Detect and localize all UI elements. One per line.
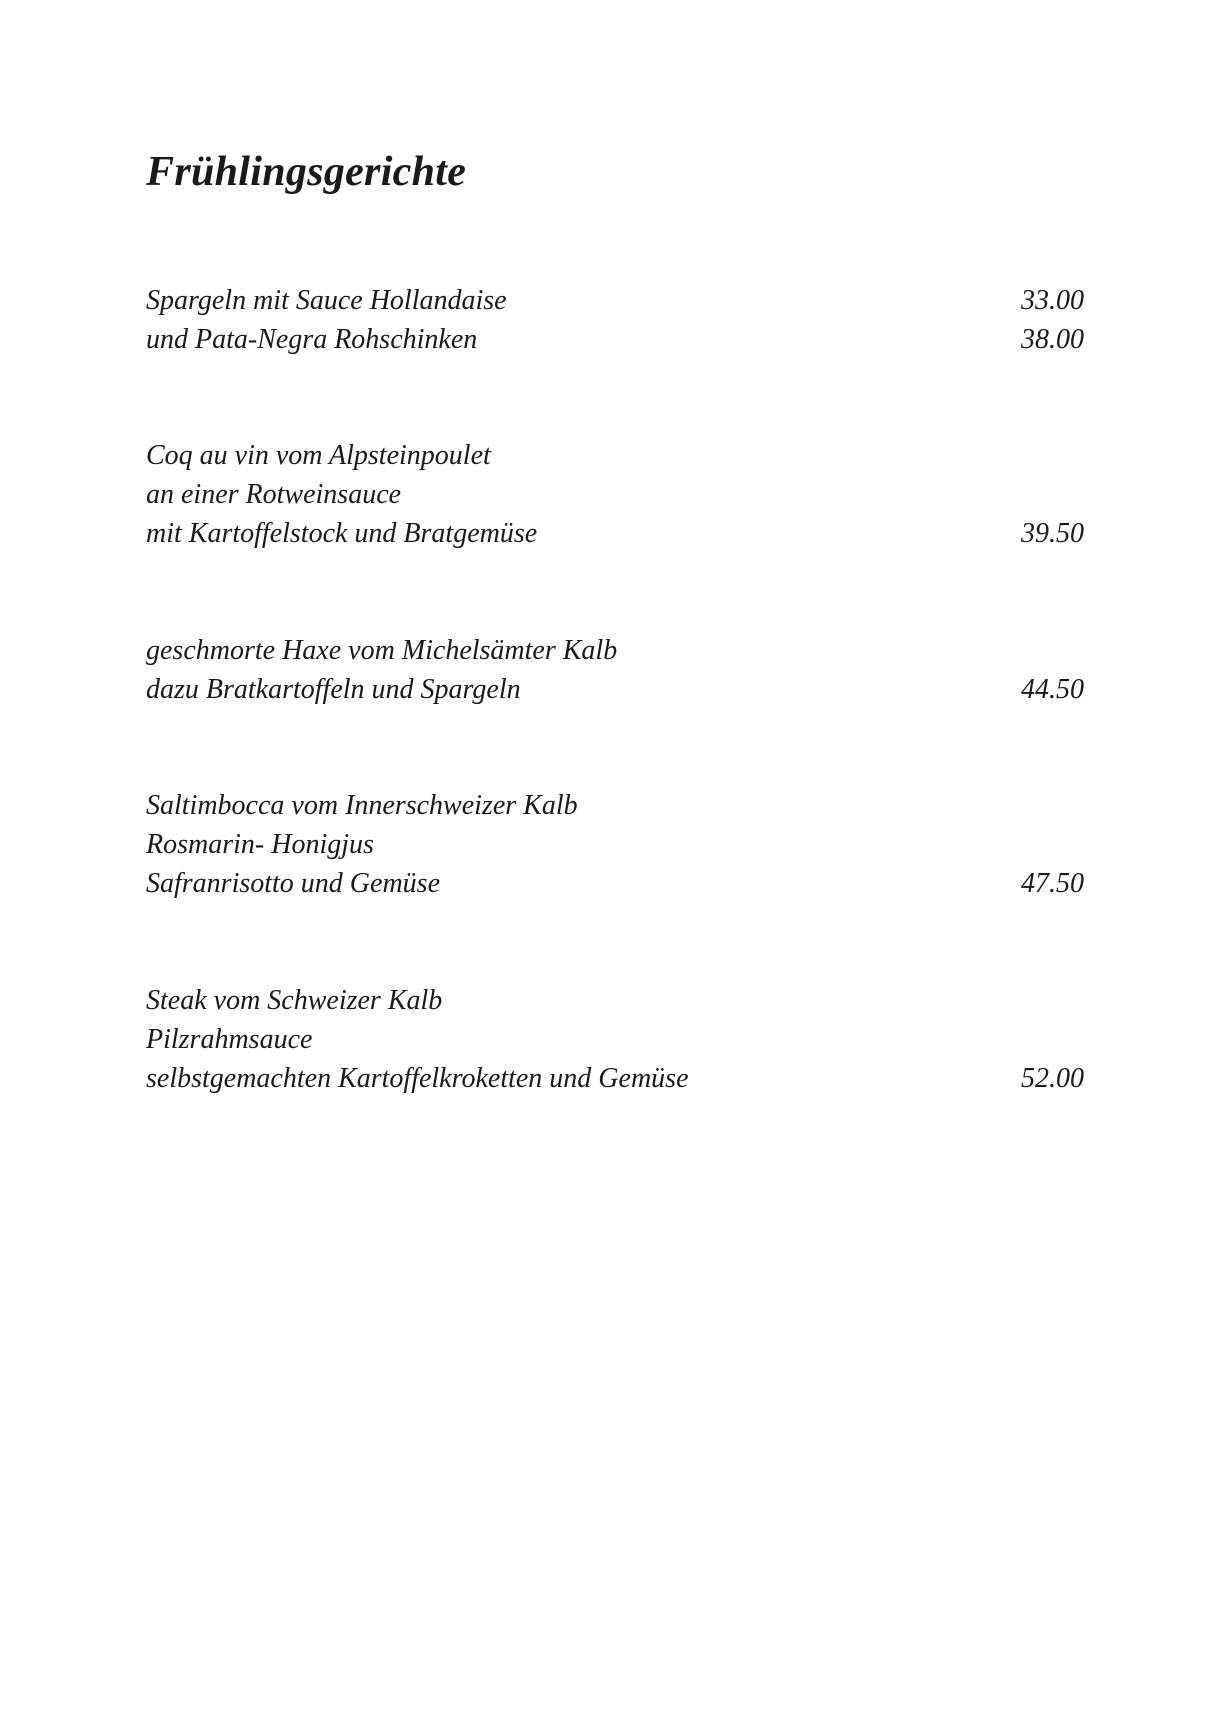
menu-item-line	[146, 1059, 1084, 1098]
menu-item-line	[146, 514, 1084, 553]
menu-item-line	[146, 631, 1084, 670]
menu-item-line	[146, 981, 1084, 1020]
dish-description: Saltimbocca vom Innerschweizer Kalb	[146, 790, 578, 821]
dish-description: Safranrisotto und Gemüse	[146, 868, 440, 899]
dish-price: 44.50	[1021, 674, 1084, 705]
menu-item-spargeln	[146, 281, 1084, 359]
dish-description: und Pata-Negra Rohschinken	[146, 324, 478, 355]
dish-description: Coq au vin vom Alpsteinpoulet	[146, 440, 491, 471]
dish-description: an einer Rotweinsauce	[146, 479, 402, 510]
menu-item-line	[146, 281, 1084, 320]
menu-item-coq-au-vin	[146, 436, 1084, 553]
menu-item-line	[146, 436, 1084, 475]
dish-price: 52.00	[1021, 1063, 1084, 1094]
dish-description: dazu Bratkartoffeln und Spargeln	[146, 674, 521, 705]
dish-description: Pilzrahmsauce	[146, 1024, 313, 1055]
menu-item-line	[146, 475, 1084, 514]
menu-item-line	[146, 825, 1084, 864]
menu-item-line	[146, 670, 1084, 709]
menu-item-line	[146, 1020, 1084, 1059]
dish-price: 39.50	[1021, 518, 1084, 549]
dish-description: Spargeln mit Sauce Hollandaise	[146, 285, 507, 316]
dish-price: 47.50	[1021, 868, 1084, 899]
menu-item-line	[146, 320, 1084, 359]
menu-item-saltimbocca	[146, 786, 1084, 903]
dish-description: Steak vom Schweizer Kalb	[146, 985, 443, 1016]
menu-item-haxe	[146, 631, 1084, 709]
menu-item-line	[146, 864, 1084, 903]
dish-price: 38.00	[1021, 324, 1084, 355]
dish-description: mit Kartoffelstock und Bratgemüse	[146, 518, 538, 549]
menu-title: Frühlingsgerichte	[146, 149, 467, 195]
dish-description: geschmorte Haxe vom Michelsämter Kalb	[146, 635, 618, 666]
menu-item-steak	[146, 981, 1084, 1098]
dish-price: 33.00	[1021, 285, 1084, 316]
menu-item-line	[146, 786, 1084, 825]
dish-description: Rosmarin- Honigjus	[146, 829, 374, 860]
dish-description: selbstgemachten Kartoffelkroketten und Gemüse	[146, 1063, 689, 1094]
